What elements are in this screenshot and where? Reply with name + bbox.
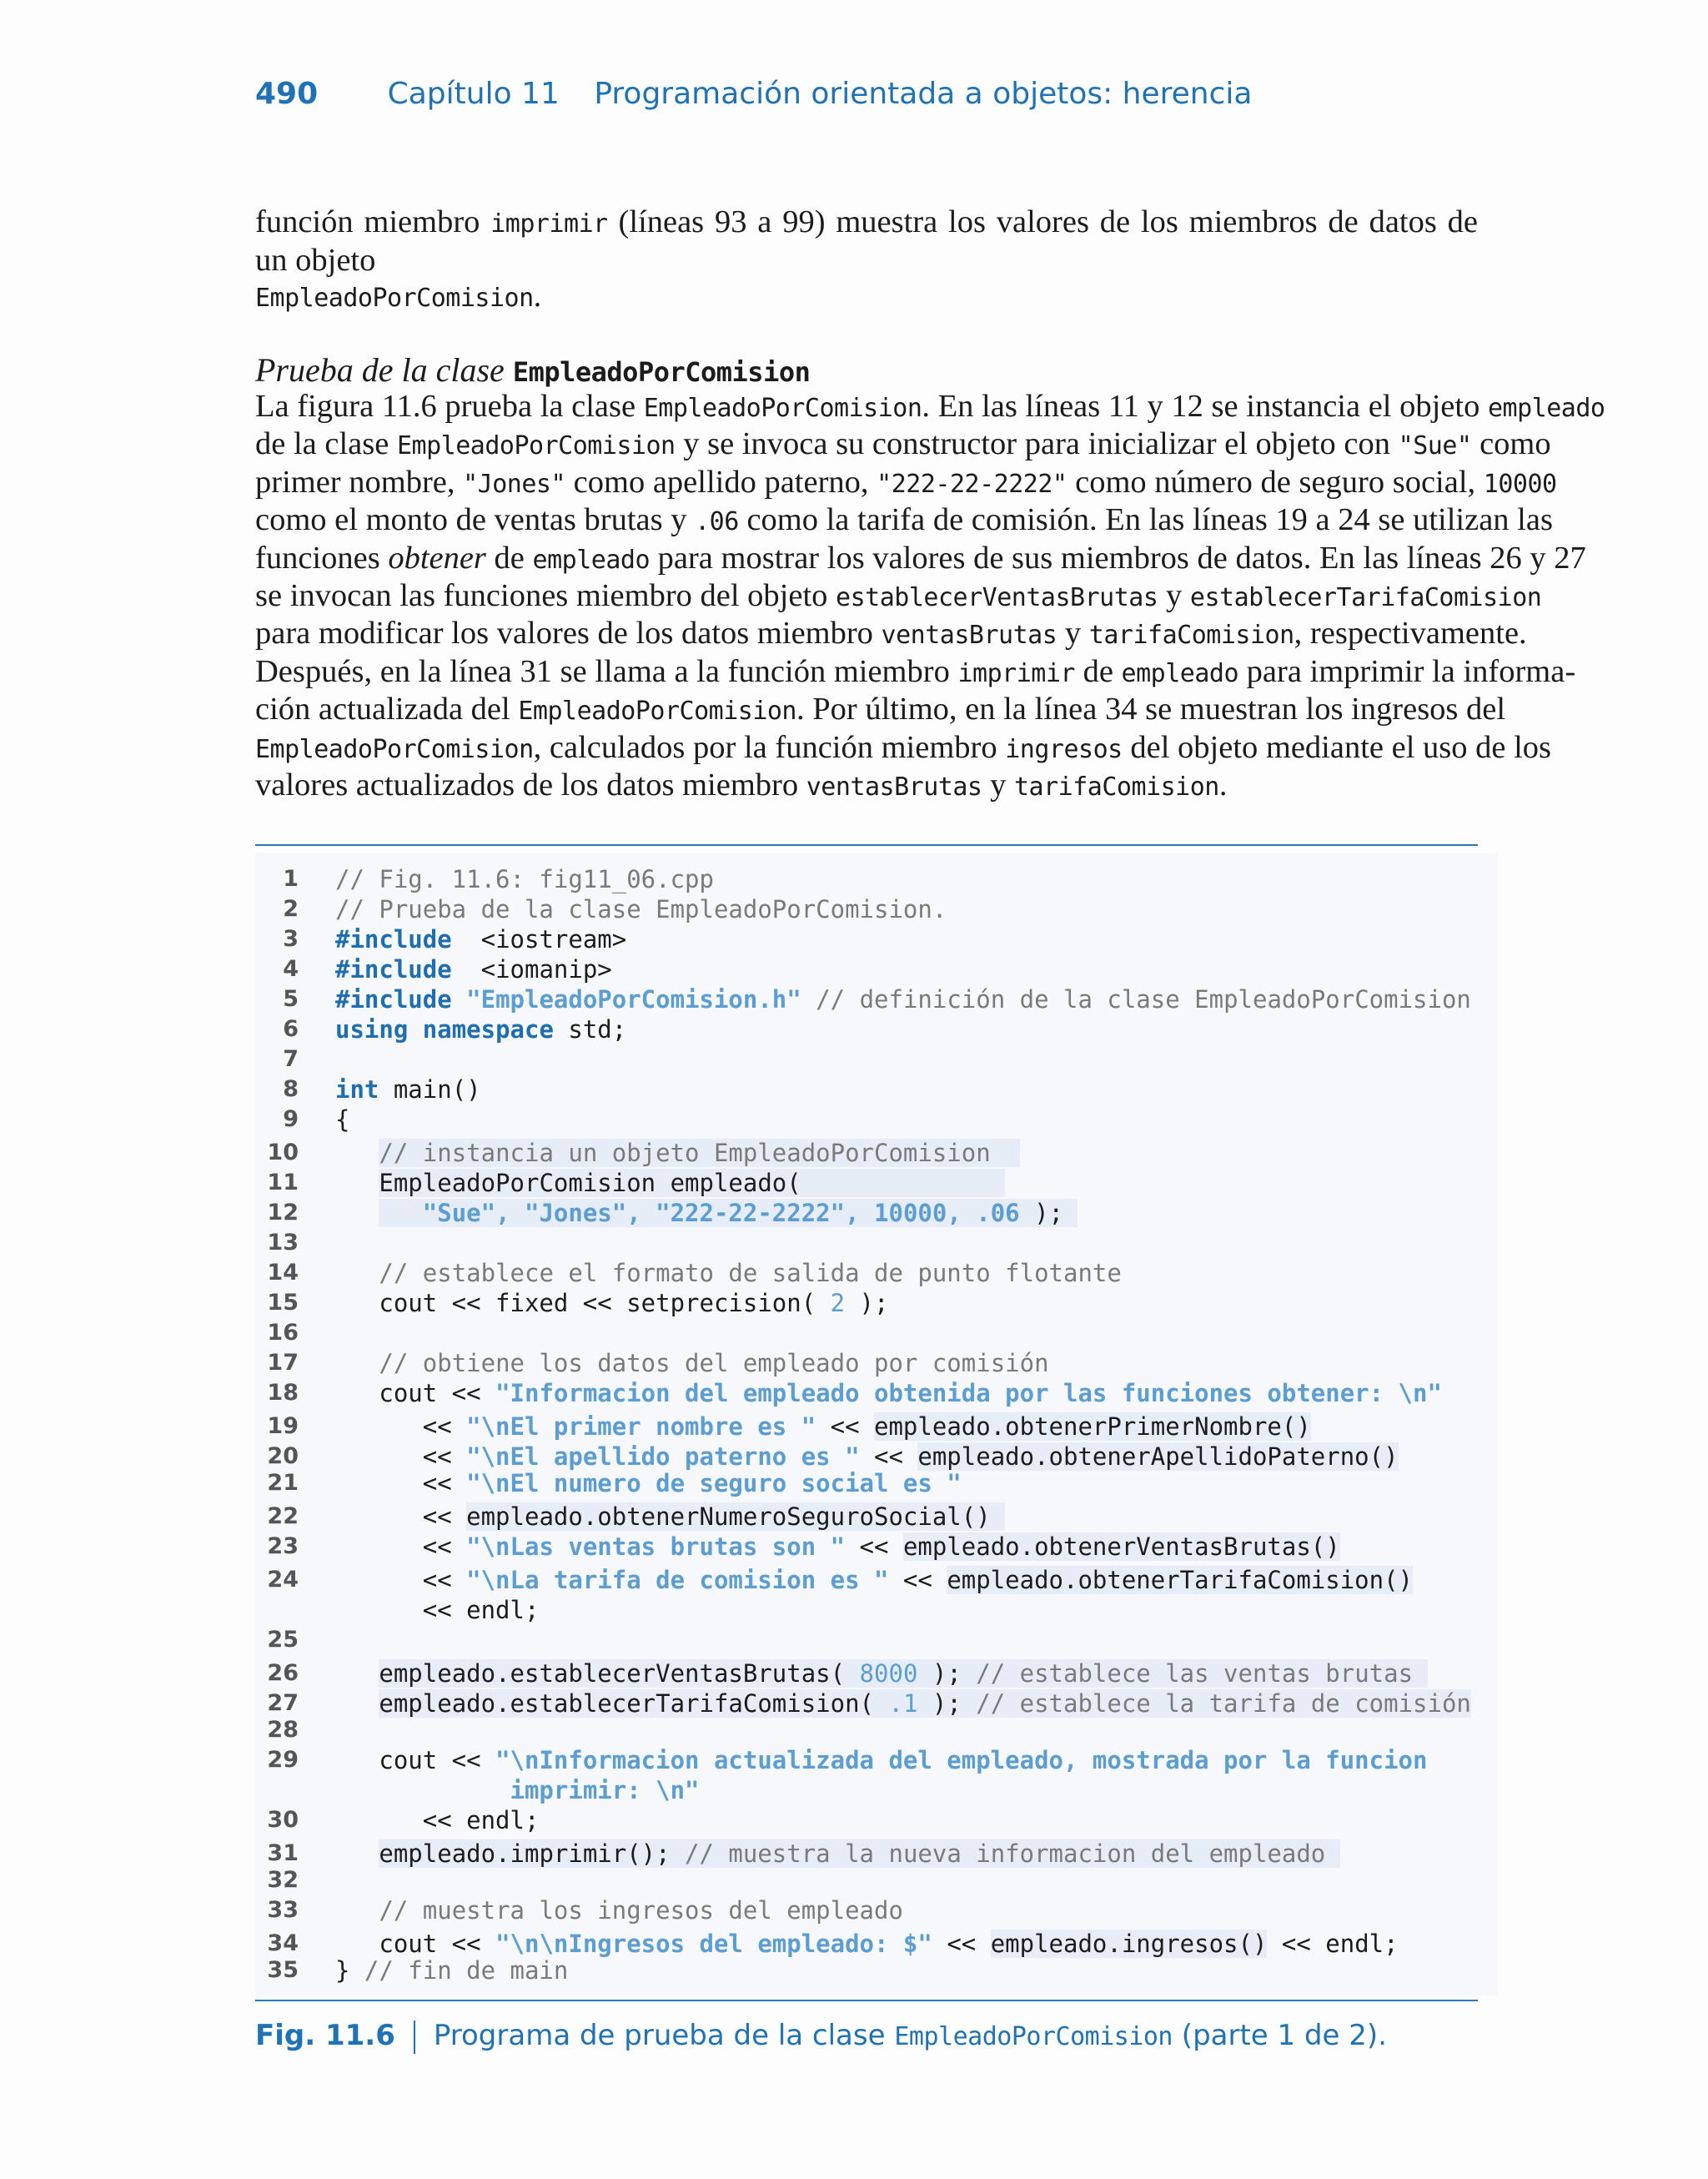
line-number: 33 — [267, 1897, 299, 1923]
code-token: // fin de main — [364, 1956, 569, 1985]
code-token: // instancia un objeto EmpleadoPorComision — [379, 1139, 1020, 1167]
caption-suffix: (parte 1 de 2). — [1173, 2019, 1387, 2052]
code-token: cout << — [335, 1930, 496, 1958]
body-text: se invocan las funciones miembro del objeto — [255, 578, 836, 614]
code-text — [335, 1074, 481, 1105]
line-number: 26 — [267, 1660, 299, 1686]
code-text — [335, 1658, 1428, 1688]
body-text: funciones — [255, 540, 389, 576]
section-heading — [255, 350, 810, 390]
line-number: 18 — [267, 1380, 299, 1406]
inline-code: "222-22-2222" — [877, 469, 1068, 499]
body-text: como apellido paterno, — [565, 464, 877, 500]
line-number: 1 — [283, 866, 299, 892]
code-token: << — [335, 1412, 467, 1441]
body-text: y — [982, 767, 1014, 803]
code-token: // muestra los ingresos del empleado — [379, 1896, 903, 1925]
inline-code: EmpleadoPorComision — [643, 394, 922, 423]
body-line — [255, 578, 1542, 616]
line-number: 9 — [283, 1106, 299, 1132]
line-number: 4 — [283, 956, 299, 982]
code-token: // establece la tarifa de comisión — [976, 1689, 1471, 1718]
line-number: 12 — [267, 1200, 299, 1225]
code-text — [335, 924, 626, 954]
code-token: << — [335, 1566, 467, 1594]
code-token — [335, 1199, 379, 1227]
code-token: "Informacion del empleado obtenida por las funciones obtener: \n" — [495, 1379, 1442, 1407]
section-heading-text: Prueba de la clase — [255, 351, 513, 389]
inline-code: tarifaComision — [1013, 772, 1219, 803]
code-token: empleado.obtenerNumeroSeguroSocial() — [466, 1502, 1006, 1531]
code-token: // obtiene los datos del empleado por comisión — [379, 1349, 1049, 1377]
body-line — [255, 692, 1506, 729]
line-number: 11 — [267, 1170, 299, 1195]
caption-separator — [414, 2020, 415, 2054]
inline-code: EmpleadoPorComision — [255, 734, 534, 764]
code-token: main() — [379, 1075, 481, 1104]
code-token: 2 — [830, 1289, 846, 1317]
intro-text: función miembro — [255, 204, 491, 239]
code-token: "EmpleadoPorComision.h" — [466, 985, 801, 1014]
code-token: << — [335, 1532, 467, 1561]
code-token: // establece el formato de salida de punto flotante — [379, 1259, 1122, 1287]
body-text: como la tarifa de comisión. En las líneas 19 a 24 se utilizan las — [738, 502, 1553, 538]
body-line — [255, 767, 1478, 805]
page-number: 490 — [255, 77, 319, 111]
line-number: 17 — [267, 1350, 299, 1376]
line-number: 10 — [267, 1140, 299, 1165]
code-token: EmpleadoPorComision empleado( — [379, 1169, 1006, 1197]
body-text: La figura 11.6 prueba la clase — [255, 389, 644, 424]
section-heading-code: EmpleadoPorComision — [512, 356, 811, 388]
body-line — [255, 616, 1527, 653]
line-number: 23 — [267, 1533, 299, 1559]
line-number: 19 — [267, 1413, 299, 1439]
intro-text: (líneas 93 a 99) muestra los valores de los miembros de datos de un objeto — [255, 204, 1478, 278]
code-token: empleado.imprimir(); — [379, 1839, 686, 1868]
body-line — [255, 502, 1553, 540]
inline-code: empleado — [1487, 394, 1605, 423]
code-token: // Prueba de la clase EmpleadoPorComision. — [335, 895, 947, 923]
code-token: ); — [917, 1659, 977, 1688]
code-token: { — [335, 1105, 350, 1134]
body-paragraph — [255, 389, 1605, 805]
body-text: y — [1158, 578, 1190, 614]
italic-term: obtener — [388, 540, 486, 576]
code-token: 8000 — [859, 1659, 918, 1688]
code-text — [335, 1502, 1005, 1532]
figure-caption — [255, 2019, 1387, 2054]
code-text — [335, 1745, 1427, 1775]
inline-code: "Jones" — [463, 469, 566, 499]
body-text: para imprimir la informa- — [1238, 653, 1576, 689]
line-number: 8 — [283, 1076, 299, 1102]
code-token: "\nEl primer nombre es " — [466, 1412, 816, 1441]
line-number: 34 — [267, 1930, 299, 1956]
body-line — [255, 389, 1605, 426]
line-number: 7 — [283, 1046, 299, 1072]
code-token — [379, 1199, 422, 1227]
code-token: << — [845, 1532, 903, 1561]
inline-code: ventasBrutas — [806, 772, 982, 803]
code-token: << endl; — [335, 1806, 540, 1834]
code-token: empleado.obtenerVentasBrutas() — [902, 1532, 1340, 1561]
code-token: using — [335, 1015, 409, 1044]
code-bottom-rule — [255, 2000, 1478, 2001]
code-text — [335, 1258, 1122, 1288]
code-token — [335, 1896, 379, 1925]
body-text: , respectivamente. — [1294, 616, 1527, 652]
body-text: Después, en la línea 31 se llama a la función miembro — [255, 653, 958, 689]
page-header — [255, 77, 1252, 111]
line-number: 6 — [283, 1016, 299, 1042]
caption-text: Programa de prueba de la clase — [433, 2019, 895, 2052]
body-text: como número de seguro social, — [1067, 464, 1484, 500]
body-line — [255, 540, 1586, 578]
body-text: valores actualizados de los datos miembro — [255, 767, 806, 803]
inline-code: tarifaComision — [1088, 621, 1294, 651]
code-text — [335, 1688, 1471, 1719]
code-token: <iomanip> — [451, 955, 612, 984]
line-number: 16 — [267, 1320, 299, 1346]
body-text: de la clase — [255, 426, 397, 462]
chapter-label: Capítulo 11 — [387, 77, 560, 111]
code-token: empleado.ingresos() — [990, 1930, 1268, 1958]
code-text — [335, 1168, 1005, 1198]
code-token: empleado.obtenerPrimerNombre() — [874, 1412, 1311, 1441]
code-text — [335, 1378, 1442, 1408]
code-text — [335, 1105, 349, 1135]
inline-code: ventasBrutas — [881, 621, 1057, 651]
body-text: primer nombre, — [255, 464, 464, 500]
body-text: de — [1074, 653, 1122, 689]
code-token: "\nLas ventas brutas son " — [466, 1532, 846, 1561]
line-number: 35 — [267, 1957, 299, 1983]
code-token: empleado.obtenerApellidoPaterno() — [917, 1442, 1399, 1471]
line-number: 15 — [267, 1290, 299, 1316]
inline-code: empleado — [532, 545, 651, 575]
line-number: 25 — [267, 1627, 299, 1653]
code-token: #include — [335, 925, 452, 954]
code-token: ); — [917, 1689, 977, 1718]
code-token: empleado.obtenerTarifaComision() — [947, 1566, 1414, 1594]
code-text — [335, 1839, 1340, 1869]
code-text — [335, 864, 714, 894]
code-text — [335, 1468, 962, 1498]
line-number: 13 — [267, 1230, 299, 1256]
line-number: 5 — [283, 986, 299, 1012]
code-token — [801, 985, 816, 1014]
code-text — [335, 1805, 539, 1835]
code-token: "\nEl apellido paterno es " — [466, 1442, 860, 1471]
line-number: 21 — [267, 1470, 299, 1496]
intro-text: . — [533, 279, 542, 314]
inline-code: ingresos — [1005, 734, 1123, 764]
code-text — [335, 1014, 626, 1044]
code-token: cout << — [335, 1746, 496, 1774]
inline-code: imprimir — [957, 658, 1075, 688]
code-token: << endl; — [335, 1596, 540, 1624]
code-token: // definición de la clase EmpleadoPorComision — [816, 985, 1471, 1014]
code-token: "\nLa tarifa de comision es " — [466, 1566, 889, 1594]
body-line — [255, 426, 1551, 464]
code-token: // establece las ventas brutas — [976, 1659, 1428, 1688]
line-number: 2 — [283, 896, 299, 922]
body-text: del objeto mediante el uso de los — [1122, 729, 1552, 765]
inline-code: EmpleadoPorComision — [396, 431, 676, 461]
code-token: <iostream> — [451, 925, 627, 954]
code-token — [335, 1169, 379, 1197]
line-number: 28 — [267, 1717, 299, 1743]
code-text — [335, 1288, 888, 1318]
code-token: namespace — [422, 1015, 554, 1044]
body-text: . — [1218, 767, 1228, 803]
inline-code: empleado — [1121, 658, 1239, 688]
code-token — [335, 1259, 379, 1287]
chapter-title: Programación orientada a objetos: herencia — [594, 77, 1253, 111]
code-text — [335, 1775, 700, 1805]
code-token — [408, 1015, 422, 1044]
code-token: } — [335, 1956, 364, 1985]
code-token: "\nEl numero de seguro social es " — [466, 1469, 962, 1497]
code-token — [335, 1139, 379, 1167]
code-text — [335, 1442, 1399, 1472]
body-text: . En las líneas 11 y 12 se instancia el objeto — [922, 389, 1488, 424]
body-text: de — [485, 540, 533, 576]
code-text — [335, 984, 1471, 1014]
code-token: .1 — [888, 1689, 918, 1718]
code-token: << — [335, 1469, 467, 1497]
line-number: 30 — [267, 1807, 299, 1833]
code-token — [335, 1776, 510, 1804]
code-token: << endl; — [1267, 1930, 1399, 1958]
figure-number: Fig. 11.6 — [255, 2019, 395, 2052]
body-text: y se invoca su constructor para inicializar el objeto con — [675, 426, 1399, 462]
code-text — [335, 1895, 903, 1925]
line-number: 27 — [267, 1690, 299, 1716]
code-token: cout << fixed << setprecision( — [335, 1289, 831, 1317]
code-text — [335, 1532, 1340, 1562]
body-line — [255, 464, 1557, 502]
line-number: 32 — [267, 1867, 299, 1893]
code-token: ); — [1019, 1199, 1078, 1227]
line-number: 29 — [267, 1747, 299, 1773]
code-text — [335, 1595, 539, 1625]
code-text — [335, 1412, 1311, 1442]
code-top-rule — [255, 844, 1478, 846]
body-text: como — [1471, 426, 1551, 462]
code-token: // Fig. 11.6: fig11_06.cpp — [335, 865, 714, 893]
code-token: std; — [553, 1015, 627, 1044]
code-text — [335, 1929, 1399, 1959]
code-token — [452, 985, 466, 1014]
body-text: como el monto de ventas brutas y — [255, 502, 696, 538]
intro-paragraph — [255, 204, 1478, 317]
code-text — [335, 894, 947, 924]
code-text — [335, 1198, 1078, 1228]
code-token: "\n\nIngresos del empleado: $" — [495, 1930, 932, 1958]
code-token: imprimir: \n" — [510, 1776, 700, 1804]
caption-code: EmpleadoPorComision — [894, 2022, 1173, 2051]
code-token — [335, 1349, 379, 1377]
code-token: // muestra la nueva informacion del empleado — [685, 1839, 1340, 1868]
inline-code: "Sue" — [1398, 431, 1472, 461]
inline-code: EmpleadoPorComision — [255, 284, 534, 313]
code-token — [335, 1839, 379, 1868]
code-token: << — [932, 1930, 991, 1958]
code-token: #include — [335, 985, 452, 1014]
inline-code: establecerTarifaComision — [1189, 583, 1542, 613]
code-token: empleado.establecerTarifaComision( — [379, 1689, 889, 1718]
code-token: "\nInformacion actualizada del empleado, mostrada por la funcion — [495, 1746, 1428, 1774]
inline-code: EmpleadoPorComision — [518, 697, 796, 727]
code-text — [335, 1565, 1413, 1595]
code-token: << — [816, 1412, 875, 1441]
inline-code: imprimir — [490, 209, 608, 239]
code-token: empleado.establecerVentasBrutas( — [379, 1659, 860, 1688]
body-text: , calculados por la función miembro — [533, 729, 1006, 765]
code-text — [335, 1348, 1049, 1378]
code-token: #include — [335, 955, 452, 984]
code-token: << — [335, 1442, 467, 1471]
code-text — [335, 1138, 1020, 1168]
code-text — [335, 954, 612, 984]
code-token — [335, 1689, 379, 1718]
line-number: 20 — [267, 1443, 299, 1469]
line-number: 22 — [267, 1503, 299, 1529]
body-text: para mostrar los valores de sus miembros de datos. En las líneas 26 y 27 — [650, 540, 1586, 576]
code-token: int — [335, 1075, 379, 1104]
body-text: y — [1057, 616, 1089, 652]
body-text: ción actualizada del — [255, 692, 519, 727]
line-number: 3 — [283, 926, 299, 952]
code-token: ); — [845, 1289, 889, 1317]
inline-code: .06 — [695, 507, 739, 537]
body-text: para modificar los valores de los datos miembro — [255, 616, 882, 652]
line-number: 31 — [267, 1840, 299, 1866]
code-token: "Sue", "Jones", "222-22-2222", 10000, .06 — [422, 1199, 1020, 1227]
inline-code: establecerVentasBrutas — [836, 583, 1158, 613]
code-text — [335, 1955, 568, 1985]
line-number: 24 — [267, 1567, 299, 1593]
body-line — [255, 729, 1552, 767]
code-token: << — [859, 1442, 918, 1471]
inline-code: 10000 — [1483, 469, 1557, 499]
code-token — [335, 1659, 379, 1688]
body-text: . Por último, en la línea 34 se muestran los ingresos del — [796, 692, 1506, 727]
line-number: 14 — [267, 1260, 299, 1286]
code-token: << — [888, 1566, 947, 1594]
code-token: << — [335, 1502, 467, 1531]
body-line — [255, 653, 1576, 692]
code-token: cout << — [335, 1379, 496, 1407]
